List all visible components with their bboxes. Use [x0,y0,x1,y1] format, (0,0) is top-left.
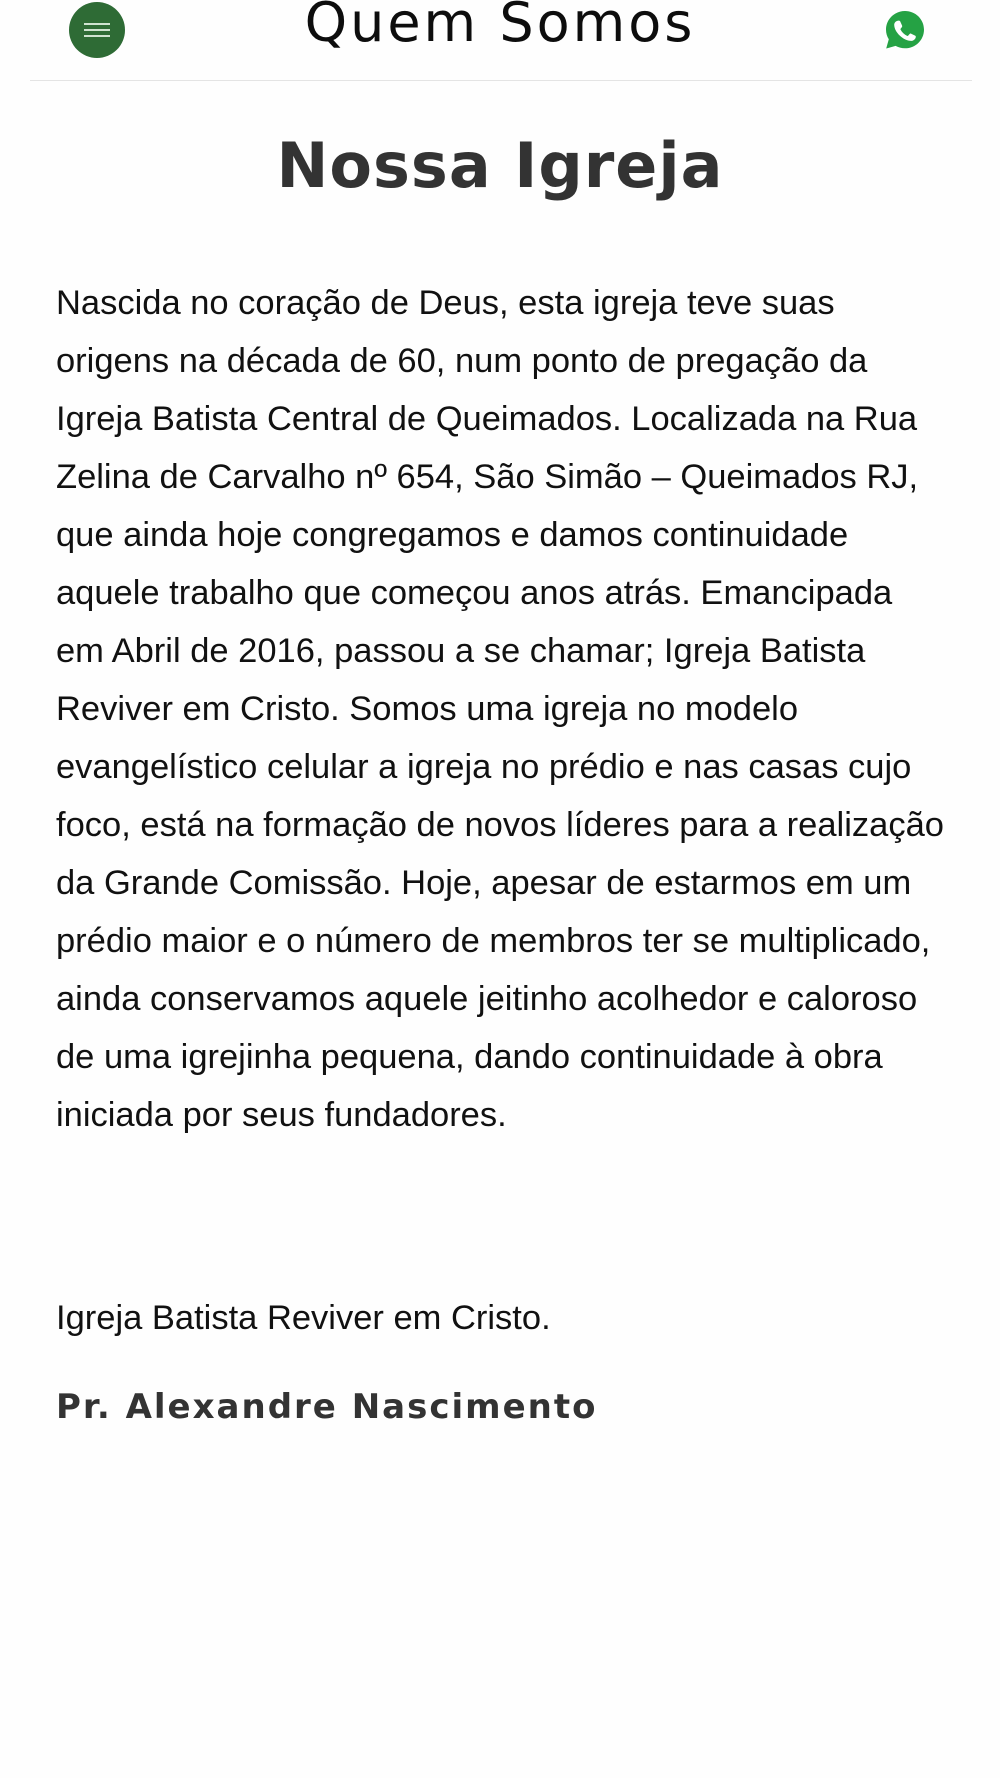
site-header [0,0,1000,81]
content-body [0,274,1000,1432]
whatsapp-button[interactable] [883,8,927,52]
signature-pastor-name: Pr. Alexandre Nascimento [56,1387,598,1427]
whatsapp-icon [883,8,927,52]
page-title: Quem Somos [304,0,696,54]
header-divider [30,80,972,81]
section-heading: Nossa Igreja [276,129,724,202]
signature-church-name: Igreja Batista Reviver em Cristo. [56,1299,551,1337]
about-paragraph: Nascida no coração de Deus, esta igreja teve suas origens na década de 60, num ponto de pregação da Igreja Batista Central de Queimados. Localizada na Rua Zelina de Carvalho nº 654, São Simão – Queimados RJ, que ainda hoje congregamos e damos continuidade aquele trabalho que começou anos atrás. Emancipada em Abril de 2016, passou a se chamar; Igreja Batista Reviver em Cristo. Somos uma igreja no modelo evangelístico celular a igreja no prédio e nas casas cujo foco, está na formação de novos líderes para a realização da Grande Comissão. Hoje, apesar de estarmos em um prédio maior e o número de membros ter se multiplicado, ainda conservamos aquele jeitinho acolhedor e caloroso de uma igrejinha pequena, dando continuidade à obra iniciada por seus fundadores. [56,284,944,1134]
main-content [0,126,1000,1432]
